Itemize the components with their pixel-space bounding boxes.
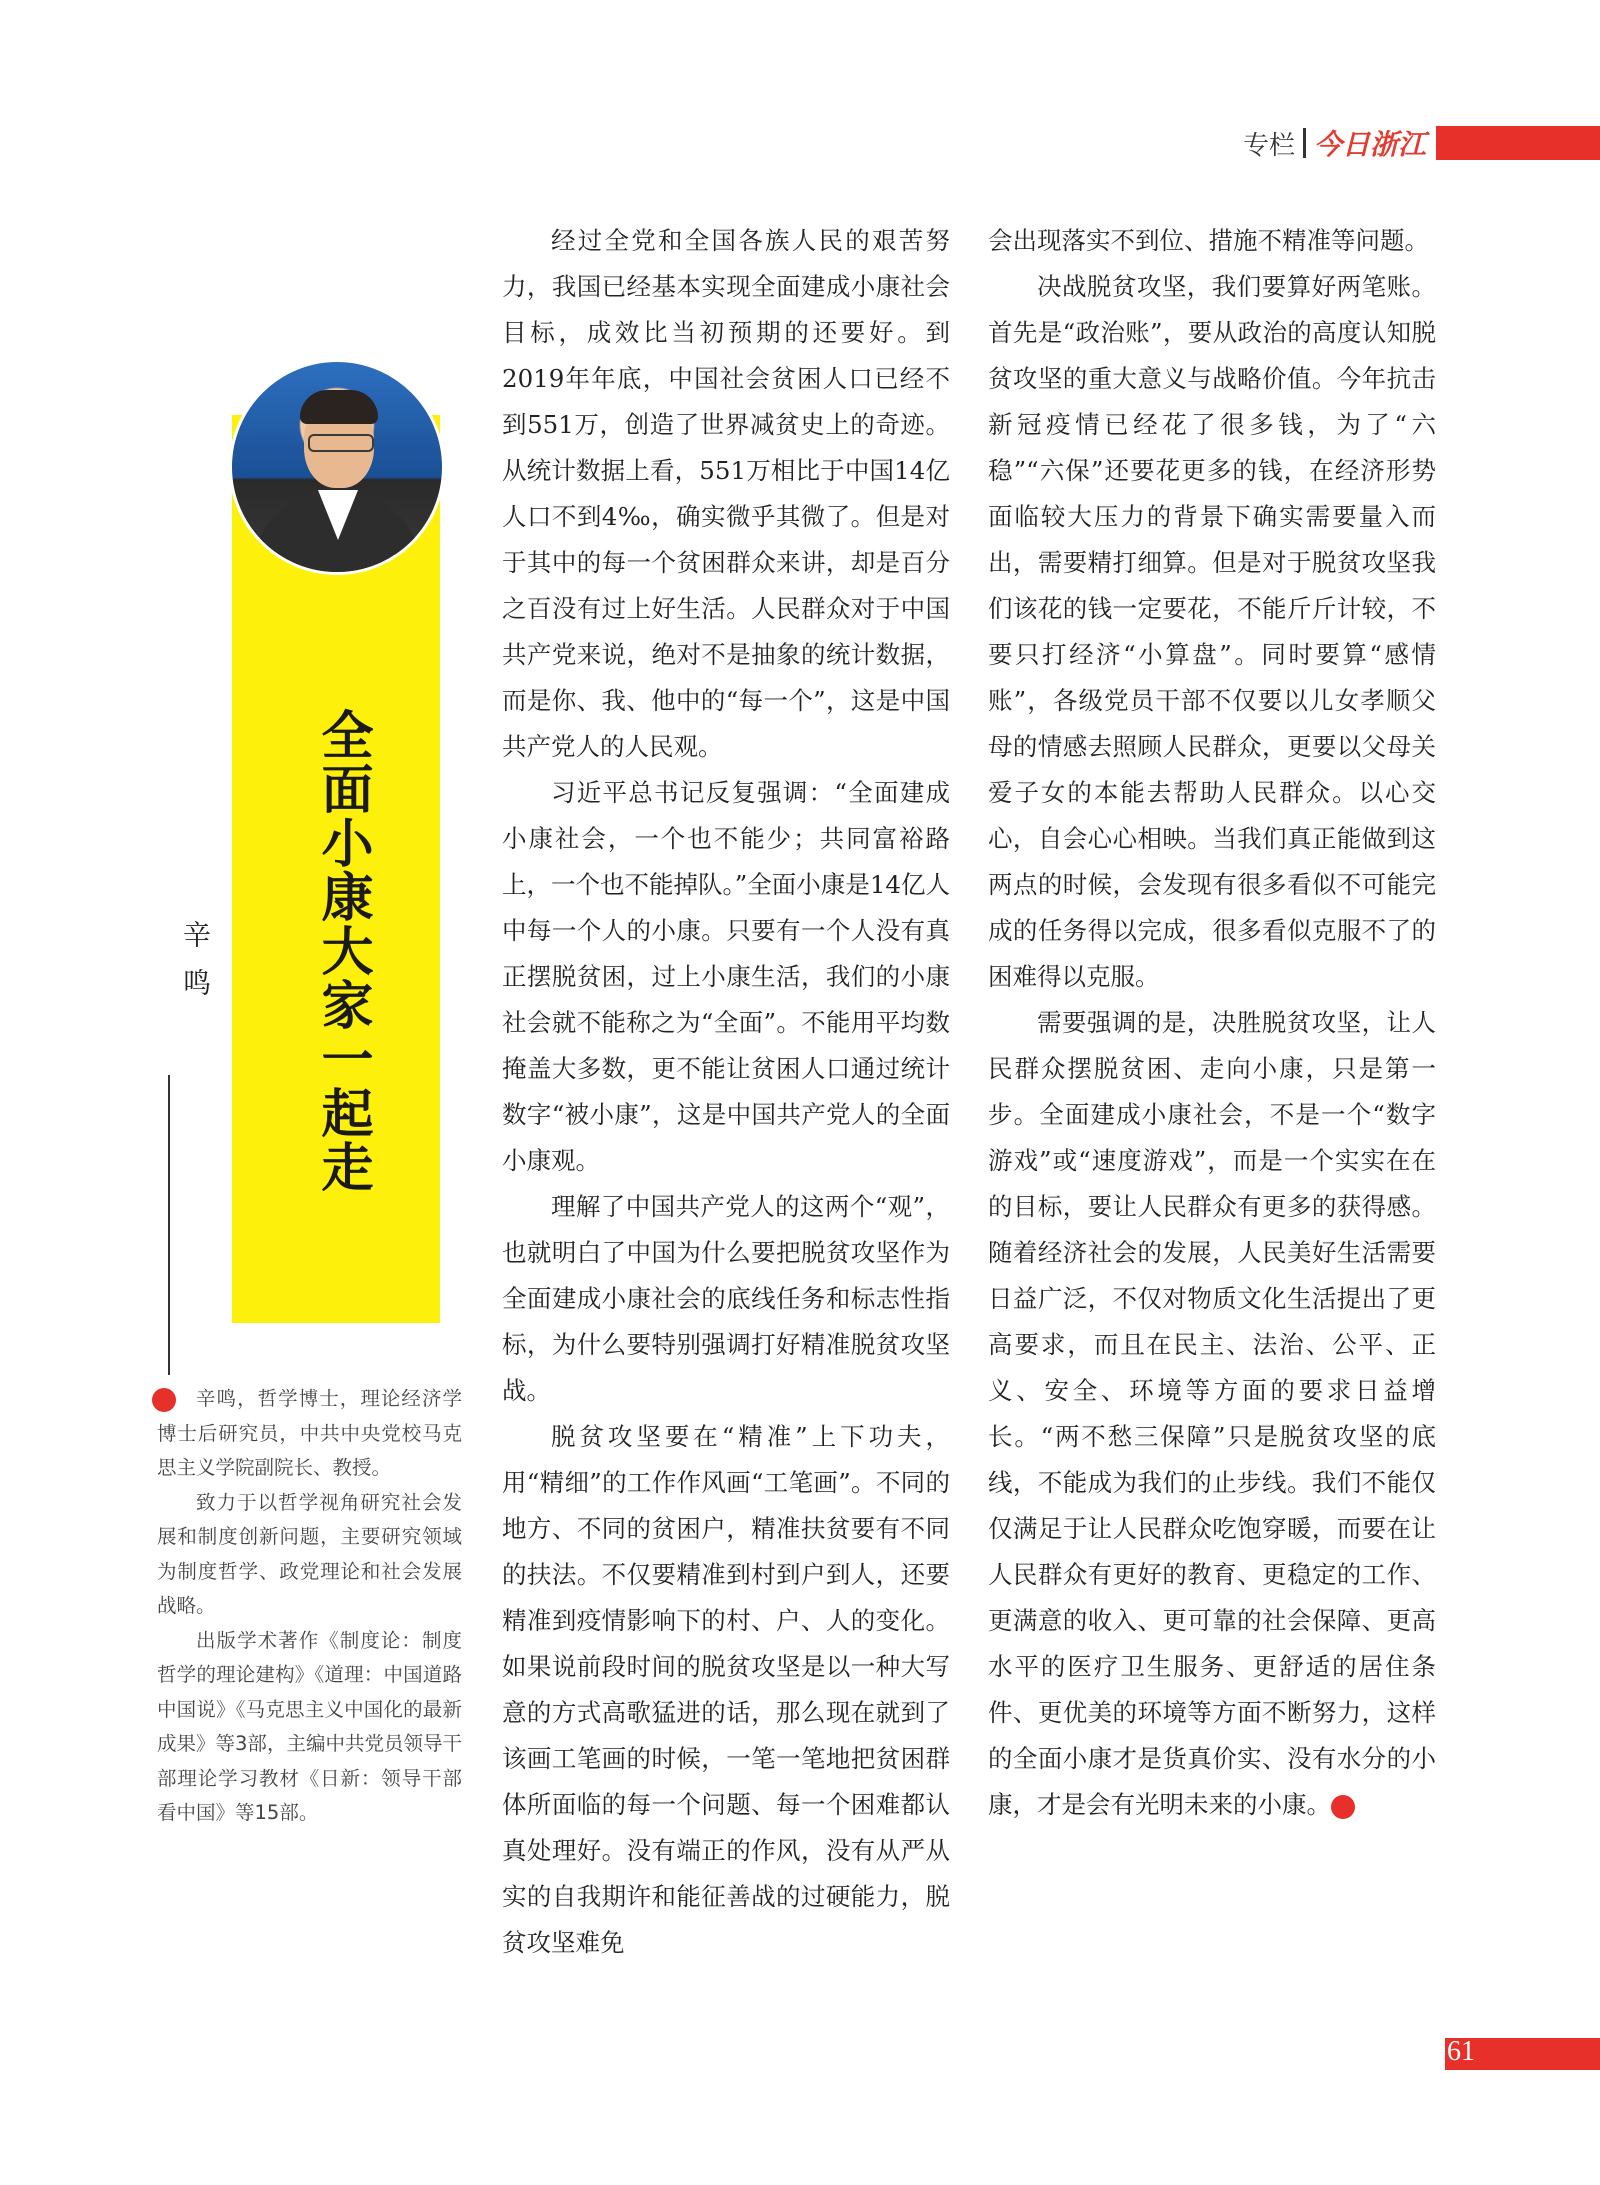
bio-paragraph: 辛鸣，哲学博士，理论经济学博士后研究员，中共中央党校马克思主义学院副院长、教授。	[157, 1387, 462, 1479]
article-column-right	[988, 218, 1436, 1828]
article-paragraph	[988, 1000, 1436, 1828]
magazine-logo: 今日浙江	[1313, 128, 1426, 161]
end-mark-icon: 今	[1331, 1795, 1355, 1819]
author-bio	[157, 1382, 462, 1831]
header-divider	[1303, 128, 1306, 158]
article-column-left	[502, 218, 950, 1966]
article-paragraph: 理解了中国共产党人的这两个“观”，也就明白了中国为什么要把脱贫攻坚作为全面建成小康社会的底线任务和标志性指标，为什么要特别强调打好精准脱贫攻坚战。	[502, 1192, 950, 1405]
author-name: 辛鸣	[179, 920, 212, 1016]
article-paragraph: 决战脱贫攻坚，我们要算好两笔账。首先是“政治账”，要从政治的高度认知脱贫攻坚的重大意义与战略价值。今年抗击新冠疫情已经花了很多钱，为了“六稳”“六保”还要花更多的钱，在经济形势面临较大压力的背景下确实需要量入而出，需要精打细算。但是对于脱贫攻坚我们该花的钱一定要花，不能斤斤计较，不要只打经济“小算盘”。同时要算“感情账”，各级党员干部不仅要以儿女孝顺父母的情感去照顾人民群众，更要以父母关爱子女的本能去帮助人民群众。以心交心，自会心心相映。当我们真正能做到这两点的时候，会发现有很多看似不可能完成的任务得以完成，很多看似克服不了的困难得以克服。	[988, 272, 1436, 991]
page-number: 61	[1447, 2036, 1475, 2067]
article-paragraph-text: 需要强调的是，决胜脱贫攻坚，让人民群众摆脱贫困、走向小康，只是第一步。全面建成小康社会，不是一个“数字游戏”或“速度游戏”，而是一个实实在在的目标，要让人民群众有更多的获得感。随着经济社会的发展，人民美好生活需要日益广泛，不仅对物质文化生活提出了更高要求，而且在民主、法治、公平、正义、安全、环境等方面的要求日益增长。“两不愁三保障”只是脱贫攻坚的底线，不能成为我们的止步线。我们不能仅仅满足于让人民群众吃饱穿暖，而要在让人民群众有更好的教育、更稳定的工作、更满意的收入、更可靠的社会保障、更高水平的医疗卫生服务、更舒适的居住条件、更优美的环境等方面不断努力，这样的全面小康才是货真价实、没有水分的小康，才是会有光明未来的小康。	[988, 1008, 1436, 1819]
header-red-bar	[1436, 126, 1600, 160]
author-divider	[168, 1075, 170, 1375]
article-title: 全面小康大家一起走	[312, 708, 373, 1194]
author-photo	[232, 362, 442, 572]
bio-paragraph: 致力于以哲学视角研究社会发展和制度创新问题，主要研究领域为制度哲学、政党理论和社会发展战略。	[157, 1490, 462, 1617]
article-paragraph: 脱贫攻坚要在“精准”上下功夫，用“精细”的工作作风画“工笔画”。不同的地方、不同的贫困户，精准扶贫要有不同的扶法。不仅要精准到村到户到人，还要精准到疫情影响下的村、户、人的变化。如果说前段时间的脱贫攻坚是以一种大写意的方式高歌猛进的话，那么现在就到了该画工笔画的时候，一笔一笔地把贫困群体所面临的每一个问题、每一个困难都认真处理好。没有端正的作风，没有从严从实的自我期许和能征善战的过硬能力，脱贫攻坚难免	[502, 1422, 950, 1957]
page-header	[1243, 126, 1600, 160]
column-label: 专栏	[1242, 130, 1295, 161]
article-paragraph-continued: 会出现落实不到位、措施不精准等问题。	[988, 226, 1429, 255]
article-paragraph: 习近平总书记反复强调：“全面建成小康社会，一个也不能少；共同富裕路上，一个也不能掉队。”全面小康是14亿人中每一个人的小康。只要有一个人没有真正摆脱贫困，过上小康生活，我们的小康社会就不能称之为“全面”。不能用平均数掩盖大多数，更不能让贫困人口通过统计数字“被小康”，这是中国共产党人的全面小康观。	[502, 778, 950, 1175]
bio-paragraph: 出版学术著作《制度论：制度哲学的理论建构》《道理：中国道路中国说》《马克思主义中国化的最新成果》等3部，主编中共党员领导干部理论学习教材《日新：领导干部看中国》等15部。	[157, 1628, 462, 1824]
article-paragraph: 经过全党和全国各族人民的艰苦努力，我国已经基本实现全面建成小康社会目标，成效比当初预期的还要好。到2019年年底，中国社会贫困人口已经不到551万，创造了世界减贫史上的奇迹。从统计数据上看，551万相比于中国14亿人口不到4‰，确实微乎其微了。但是对于其中的每一个贫困群众来讲，却是百分之百没有过上好生活。人民群众对于中国共产党来说，绝对不是抽象的统计数据，而是你、我、他中的“每一个”，这是中国共产党人的人民观。	[502, 226, 950, 761]
